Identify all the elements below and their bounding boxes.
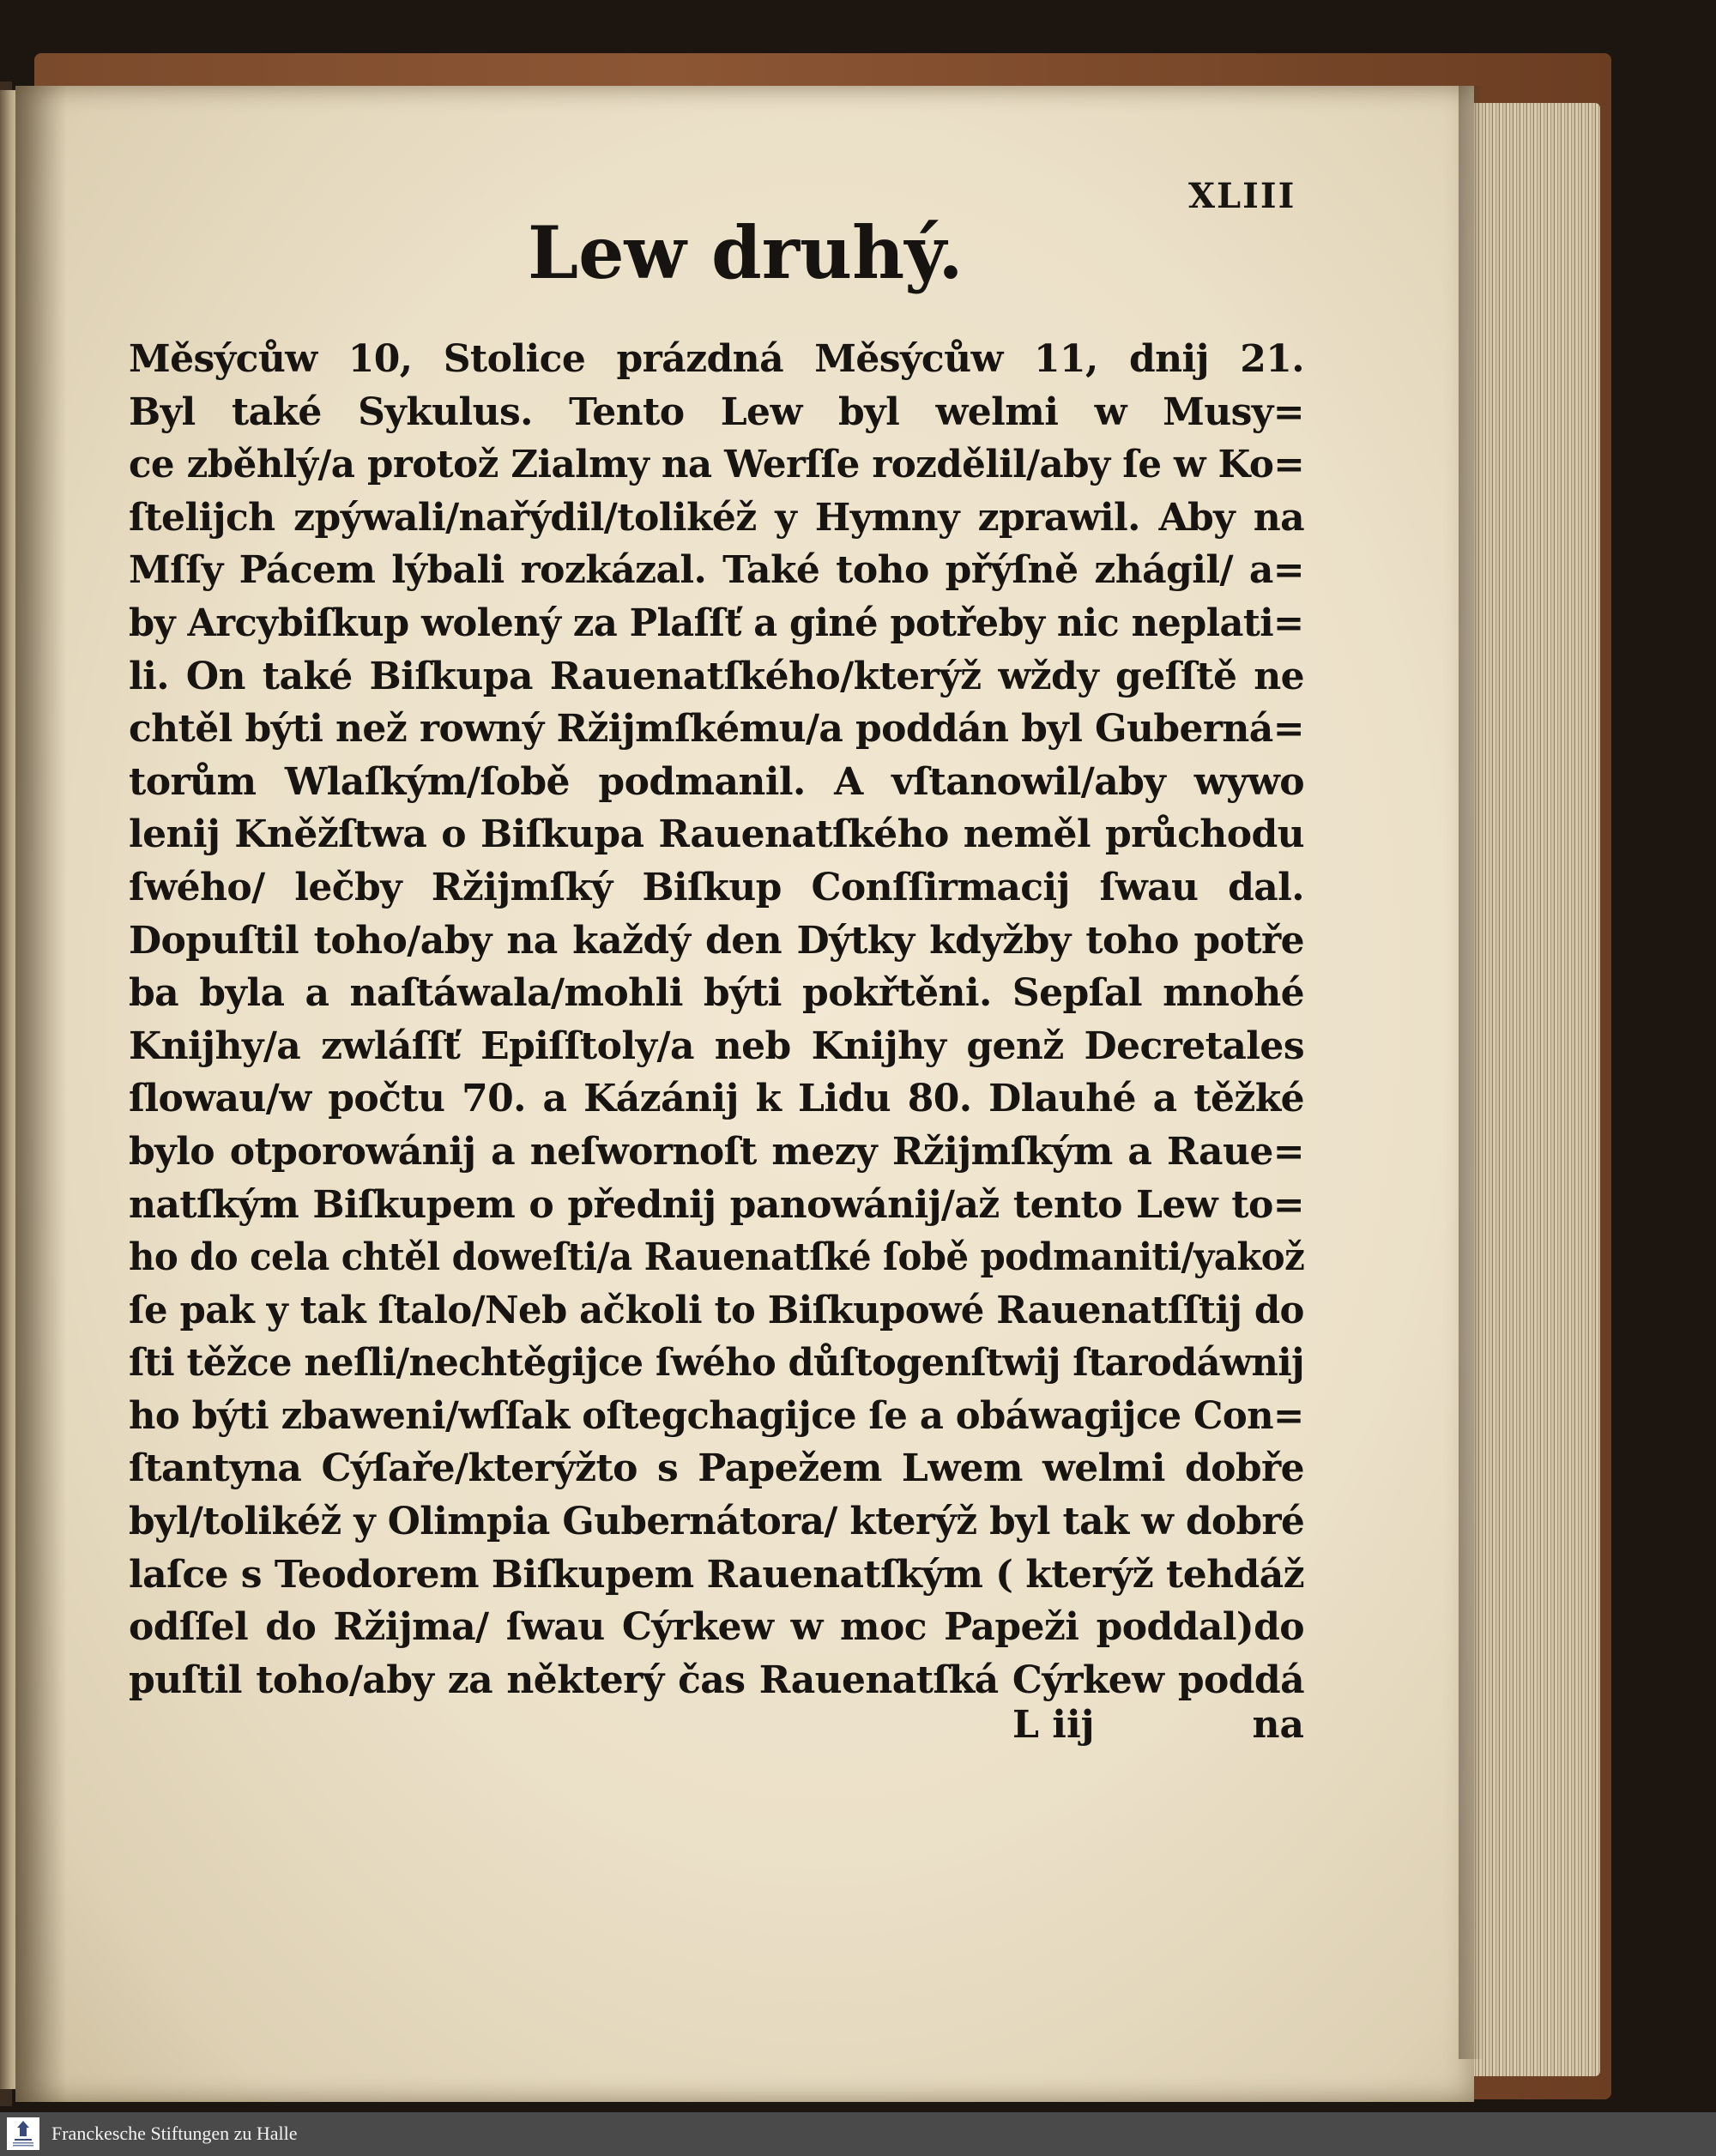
signature-mark: L iij: [1012, 1703, 1095, 1747]
text-line: odſſel do Ržijma/ ſwau Cýrkew w moc Papeži poddal)do: [129, 1605, 1304, 1650]
text-block: [129, 333, 1304, 1706]
text-line: by Arcybiſkup wolený za Plaſſť a giné potřeby nic neplati=: [129, 601, 1304, 645]
text-line: Měsýcůw 10, Stolice prázdná Měsýcůw 11, dnij 21.: [129, 337, 1304, 381]
text-line: byl/tolikéž y Olimpia Gubernátora/ kterýž byl tak w dobré: [129, 1500, 1305, 1544]
text-line: puſtil toho/aby za některý čas Rauenatſká Cýrkew poddá: [129, 1658, 1304, 1702]
text-line: laſce s Teodorem Biſkupem Rauenatſkým ( kterýž tehdáž: [129, 1552, 1304, 1597]
text-line: Dopuſtil toho/aby na každý den Dýtky kdyžby toho potře: [129, 918, 1304, 963]
footer-bar: [0, 2112, 1716, 2156]
text-line: ba byla a naſtáwala/mohli býti pokřtěni. Sepſal mnohé: [129, 971, 1304, 1016]
text-line: ho býti zbaweni/wſſak oſtegchagijce ſe a obáwagijce Con=: [129, 1393, 1304, 1438]
text-line: bylo otporowánij a neſwornoſt mezy Ržijmſkým a Raue=: [129, 1129, 1304, 1174]
text-line: chtěl býti než rowný Ržijmſkému/a poddán byl Guberná=: [129, 707, 1304, 752]
page-foot: [1012, 1703, 1304, 1754]
text-line: Knijhy/a zwláſſť Epiſſtoly/a neb Knijhy genž Decretales: [129, 1024, 1304, 1068]
catchword: na: [1252, 1703, 1304, 1747]
text-line: ſti těžce neſli/nechtěgijce ſwého důſtogenſtwij ſtarodáwnij: [129, 1341, 1305, 1386]
text-line: ſtelijch zpýwali/nařýdil/tolikéž y Hymny zprawil. Aby na: [129, 495, 1304, 540]
page-gutter-shadow: [15, 86, 67, 2102]
text-line: ſtantyna Cýſaře/kterýžto s Papežem Lwem welmi dobře: [129, 1446, 1304, 1491]
text-line: ſe pak y tak ſtalo/Neb ačkoli to Biſkupowé Rauenatſſtij do: [129, 1288, 1304, 1332]
text-line: ce zběhlý/a protož Zialmy na Werſſe rozdělil/aby ſe w Ko=: [129, 443, 1305, 487]
text-line: ſlowau/w počtu 70. a Kázánij k Lidu 80. Dlauhé a těžké: [129, 1077, 1304, 1121]
text-line: li. On také Biſkupa Rauenatſkého/kterýž wždy geſſtě ne: [129, 654, 1304, 698]
text-line: Mſſy Pácem lýbali rozkázal. Také toho přýſně zhágil/ a=: [129, 548, 1304, 593]
franckesche-stiftungen-logo-icon: [7, 2117, 39, 2150]
page-edge-shadow: [1459, 86, 1484, 2059]
folio-number: XLIII: [1188, 176, 1296, 216]
text-line: ſwého/ lečby Ržijmſký Biſkup Conſſirmacij ſwau dal.: [129, 865, 1304, 909]
text-line: torům Wlaſkým/ſobě podmanil. A vſtanowil/aby wywo: [129, 759, 1304, 804]
text-line: natſkým Biſkupem o přednij panowánij/až tento Lew to=: [129, 1182, 1304, 1227]
text-line: lenij Kněžſtwa o Biſkupa Rauenatſkého neměl průchodu: [129, 812, 1304, 857]
text-line: ho do cela chtěl doweſti/a Rauenatſké ſobě podmaniti/yakož: [129, 1235, 1305, 1280]
footer-institution-label: Franckesche Stiftungen zu Halle: [51, 2123, 298, 2144]
text-line: Byl také Sykulus. Tento Lew byl welmi w Musy=: [129, 390, 1304, 434]
page-heading: Lew druhý.: [528, 210, 964, 295]
